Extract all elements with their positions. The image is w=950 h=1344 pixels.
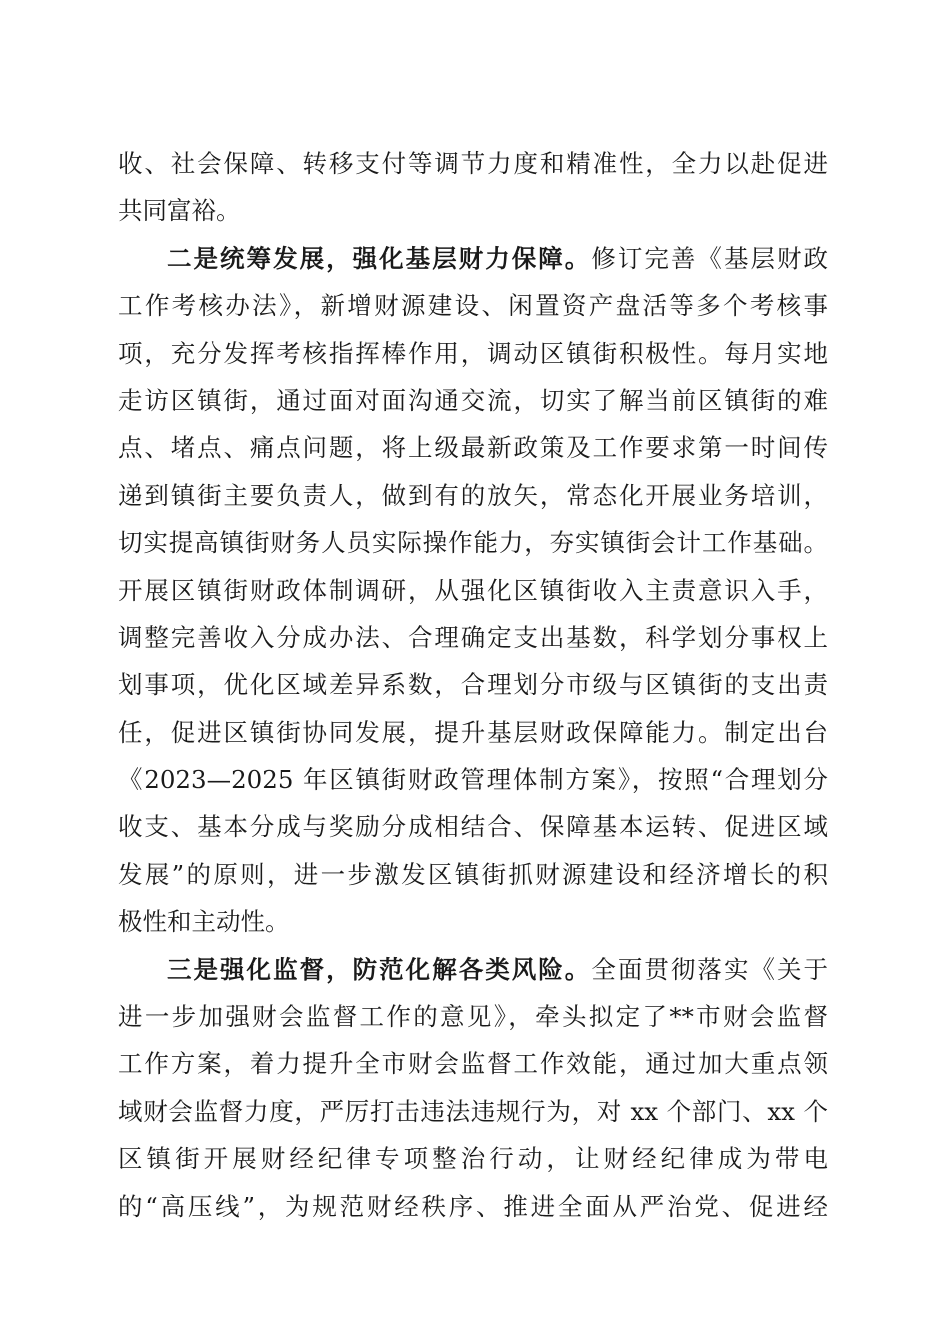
text-line (118, 756, 828, 803)
line-text: 工作方案，着力提升全市财会监督工作效能，通过加大重点领 (118, 1049, 828, 1079)
text-line (118, 898, 828, 945)
line-text: 《2023—2025 年区镇街财政管理体制方案》，按照“合理划分 (118, 765, 828, 795)
text-line (118, 282, 828, 329)
text-line (118, 614, 828, 661)
text-line (118, 709, 828, 756)
text-line (118, 330, 828, 377)
line-text: 极性和主动性。 (118, 907, 290, 937)
line-text: 全面贯彻落实《关于 (591, 954, 829, 984)
text-line (118, 567, 828, 614)
text-line (118, 803, 828, 850)
text-line (118, 1088, 828, 1135)
text-line (118, 661, 828, 708)
line-text: 项，充分发挥考核指挥棒作用，调动区镇街积极性。每月实地 (118, 338, 828, 368)
text-line (118, 851, 828, 898)
text-line (118, 140, 828, 187)
line-text: 发展”的原则，进一步激发区镇街抓财源建设和经济增长的积 (118, 859, 828, 889)
paragraph-lead: 二是统筹发展，强化基层财力保障。 (167, 243, 592, 273)
line-text: 切实提高镇街财务人员实际操作能力，夯实镇街会计工作基础。 (118, 528, 828, 558)
line-text: 进一步加强财会监督工作的意见》，牵头拟定了**市财会监督 (118, 1002, 828, 1032)
line-text: 任，促进区镇街协同发展，提升基层财政保障能力。制定出台 (118, 717, 828, 747)
line-text: 划事项，优化区域差异系数，合理划分市级与区镇街的支出责 (118, 670, 828, 700)
line-text: 的“高压线”，为规范财经秩序、推进全面从严治党、促进经 (118, 1191, 828, 1221)
text-line (118, 993, 828, 1040)
paragraph-lead: 三是强化监督，防范化解各类风险。 (167, 954, 592, 984)
text-line (118, 235, 828, 282)
line-text: 点、堵点、痛点问题，将上级最新政策及工作要求第一时间传 (118, 433, 828, 463)
line-text: 工作考核办法》，新增财源建设、闲置资产盘活等多个考核事 (118, 291, 828, 321)
text-line (118, 377, 828, 424)
text-line (118, 187, 828, 234)
document-body (118, 140, 828, 1230)
line-text: 收支、基本分成与奖励分成相结合、保障基本运转、促进区域 (118, 812, 828, 842)
line-text: 走访区镇街，通过面对面沟通交流，切实了解当前区镇街的难 (118, 385, 828, 415)
line-text: 域财会监督力度，严厉打击违法违规行为，对 xx 个部门、xx 个 (118, 1096, 828, 1126)
line-text: 调整完善收入分成办法、合理确定支出基数，科学划分事权上 (118, 622, 828, 652)
line-text: 开展区镇街财政体制调研，从强化区镇街收入主责意识入手， (118, 575, 828, 605)
text-line (118, 424, 828, 471)
text-line (118, 946, 828, 993)
text-line (118, 519, 828, 566)
line-text: 共同富裕。 (118, 196, 241, 226)
line-text: 修订完善《基层财政 (591, 243, 829, 273)
text-line (118, 472, 828, 519)
line-text: 收、社会保障、转移支付等调节力度和精准性，全力以赴促进 (118, 149, 828, 178)
text-line (118, 1183, 828, 1230)
text-line (118, 1135, 828, 1182)
line-text: 区镇街开展财经纪律专项整治行动，让财经纪律成为带电 (118, 1144, 828, 1174)
text-line (118, 1040, 828, 1087)
line-text: 递到镇街主要负责人，做到有的放矢，常态化开展业务培训， (118, 480, 828, 510)
